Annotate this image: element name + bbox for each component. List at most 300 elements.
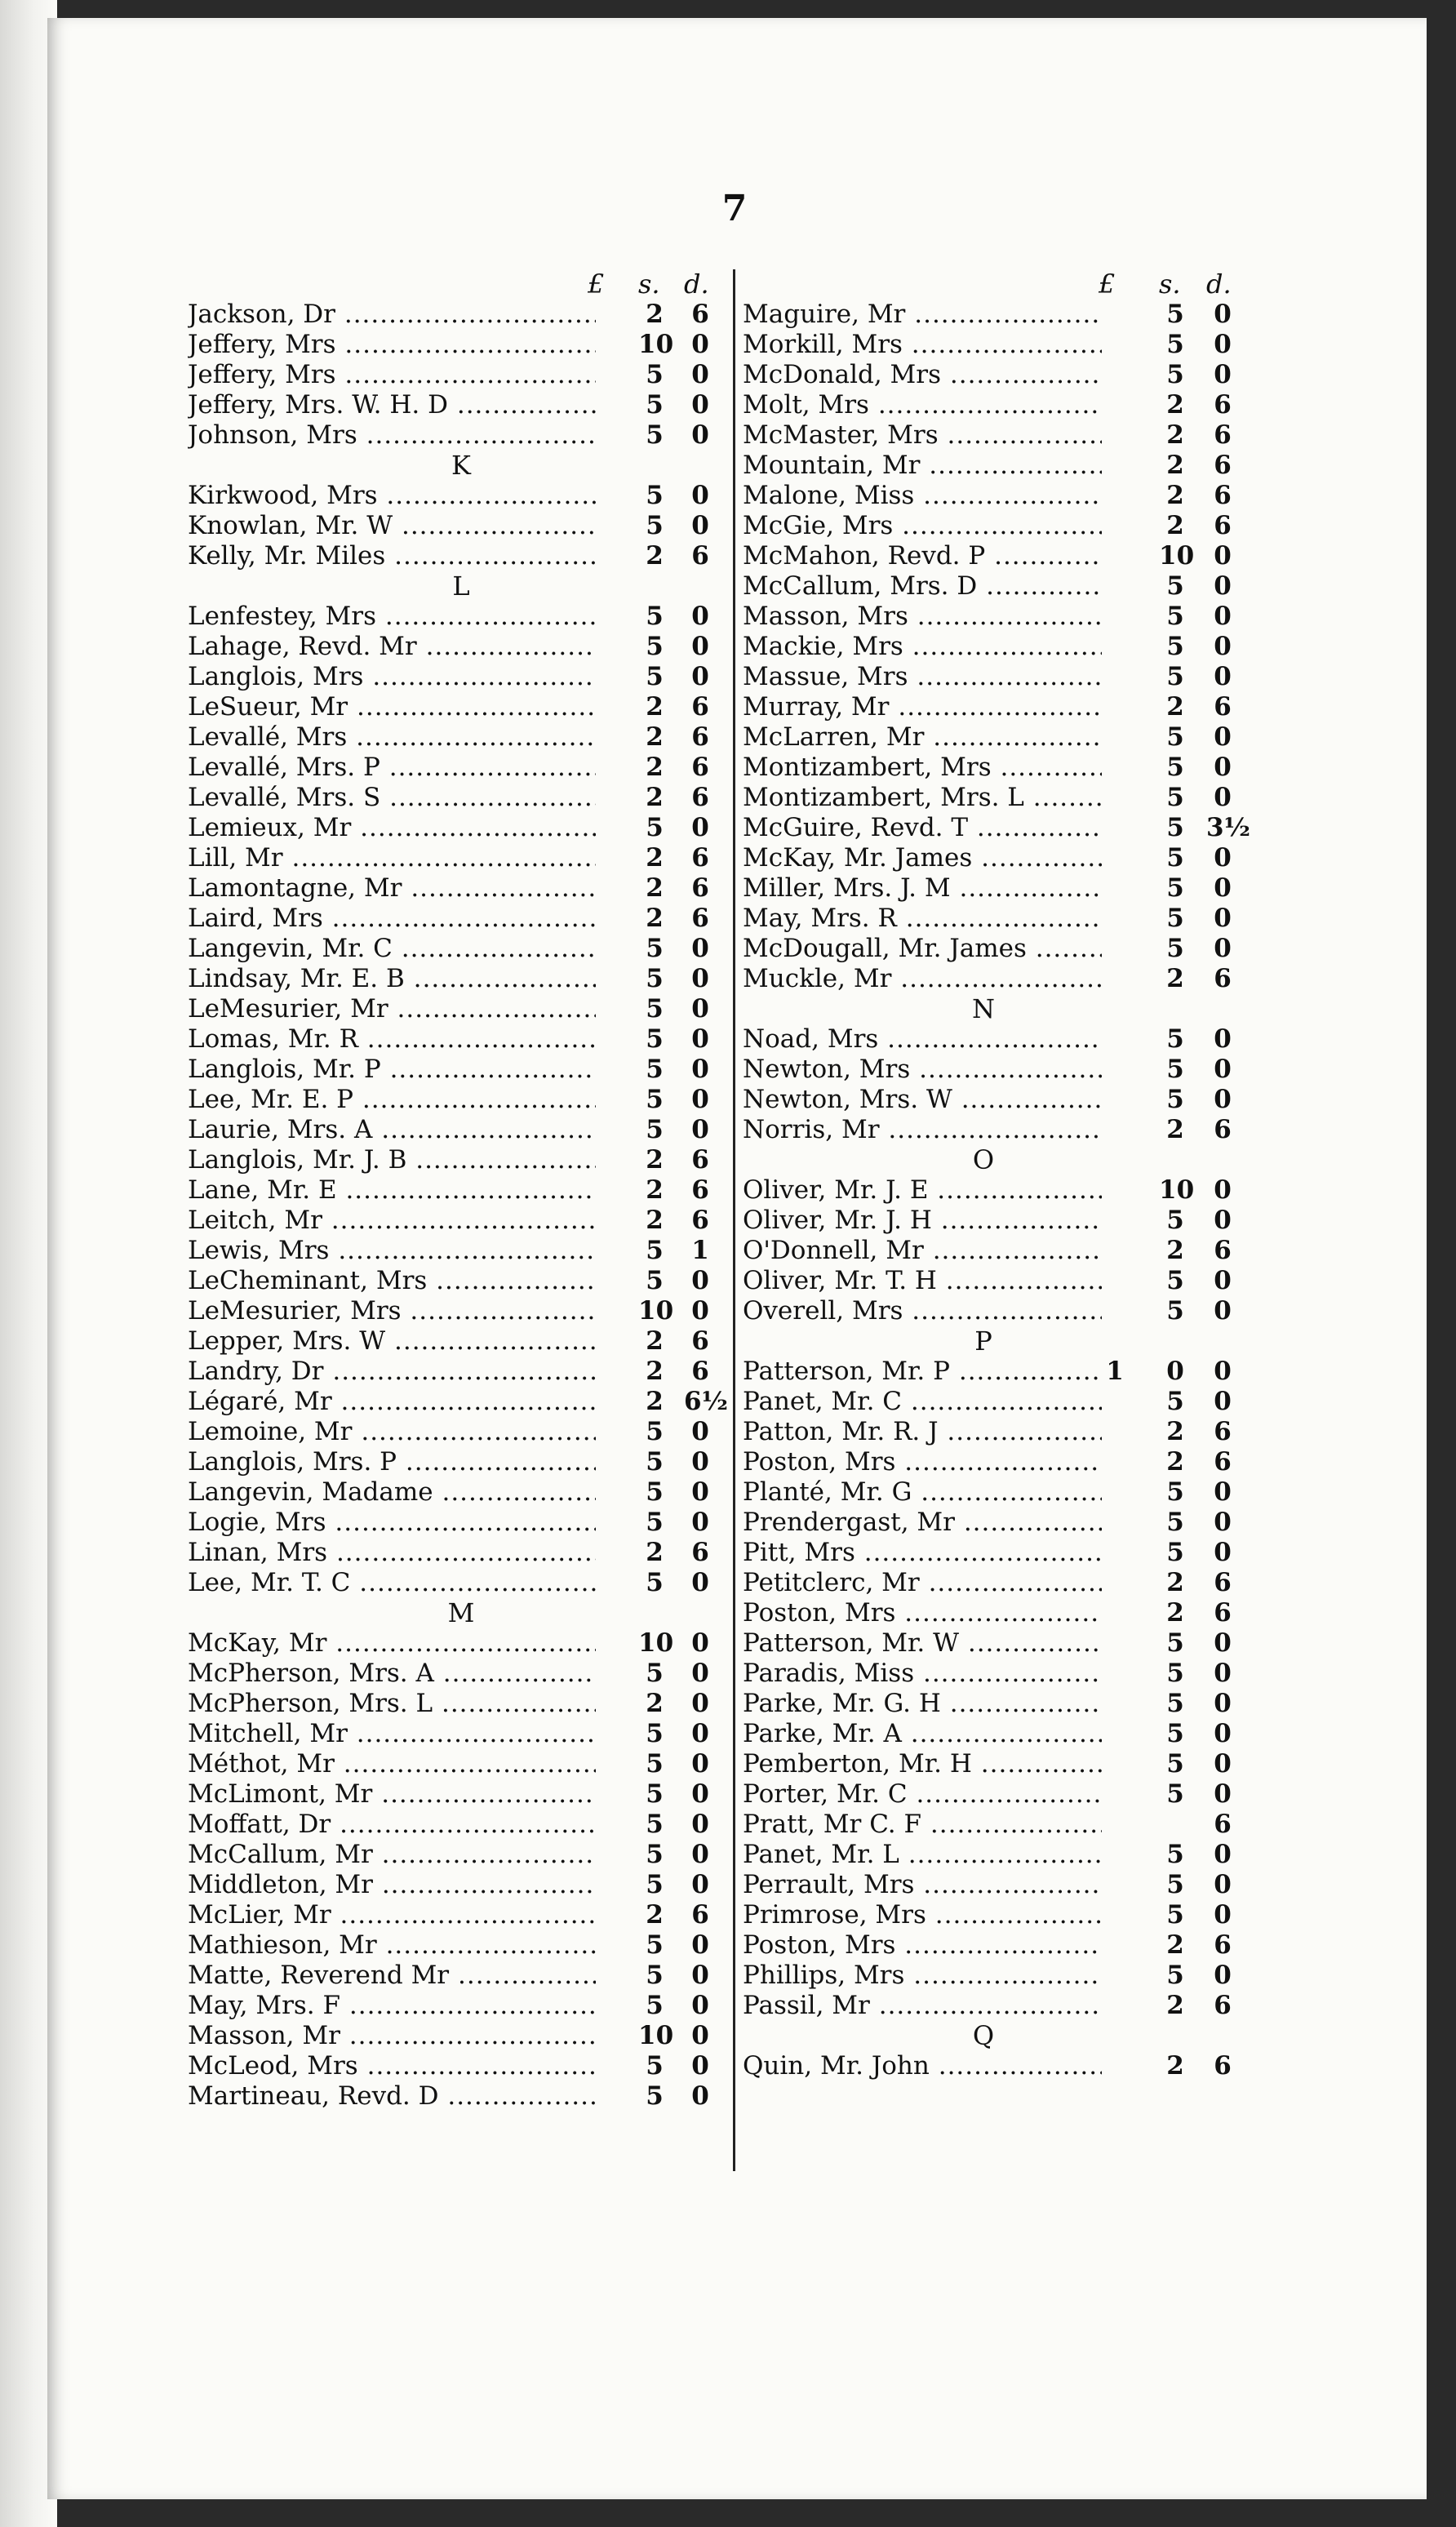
amount-pence: 0 [1214, 541, 1232, 571]
subscriber-name: Parke, Mr. A ..... [743, 1719, 1102, 1749]
amount-pence: 6 [1214, 692, 1232, 722]
amount-shillings: 5 [646, 813, 664, 842]
subscriber-name: LeSueur, Mr ..... [188, 692, 596, 722]
subscriber-name: Lemieux, Mr ..... [188, 813, 596, 843]
subscriber-row [743, 2051, 1232, 2081]
amount-shillings: 5 [646, 1930, 664, 1960]
amount-shillings: 5 [1166, 783, 1184, 812]
subscriber-row [743, 300, 1232, 330]
subscriber-row [743, 843, 1232, 873]
amount-shillings: 2 [646, 541, 664, 571]
amount-shillings: 2 [1166, 390, 1184, 420]
amount-shillings: 5 [1166, 1840, 1184, 1869]
subscriber-name: Lamontagne, Mr ..... [188, 873, 596, 904]
subscriber-name: Oliver, Mr. T. H ..... [743, 1266, 1102, 1296]
subscriber-name: Petitclerc, Mr ..... [743, 1568, 1102, 1598]
amount-pence: 1 [691, 1236, 709, 1265]
subscriber-row [743, 1357, 1232, 1387]
subscriber-row [743, 1236, 1232, 1266]
subscriber-row [188, 1991, 735, 2021]
amount-shillings: 2 [646, 843, 664, 873]
amount-pence: 0 [691, 1568, 709, 1597]
subscriber-row [743, 1266, 1232, 1296]
subscriber-row [188, 813, 735, 843]
subscriber-row [743, 1719, 1232, 1749]
amount-shillings: 5 [1166, 813, 1184, 842]
subscriber-name: Muckle, Mr ..... [743, 964, 1102, 994]
amount-shillings: 10 [1159, 1175, 1195, 1205]
subscriber-row [743, 1538, 1232, 1568]
amount-pence: 0 [691, 1961, 709, 1990]
subscriber-row [743, 360, 1232, 390]
subscriber-row [188, 1659, 735, 1689]
subscriber-name: Landry, Dr ..... [188, 1357, 596, 1387]
amount-shillings: 5 [646, 390, 664, 420]
amount-pence: 0 [1214, 1870, 1232, 1899]
amount-pence: 6 [1214, 1115, 1232, 1144]
amount-shillings: 5 [646, 1477, 664, 1507]
subscriber-name: Levallé, Mrs. P ..... [188, 753, 596, 783]
subscriber-row [188, 1175, 735, 1206]
amount-shillings: 2 [1166, 1447, 1184, 1477]
amount-pence: 6 [691, 1175, 709, 1205]
subscriber-row [743, 1055, 1232, 1085]
amount-shillings: 2 [646, 1206, 664, 1235]
amount-pence: 6½ [684, 1387, 728, 1416]
amount-shillings: 5 [646, 360, 664, 389]
subscriber-name: Légaré, Mr ..... [188, 1387, 596, 1417]
subscriber-name: McLarren, Mr ..... [743, 722, 1102, 753]
amount-shillings: 5 [646, 1568, 664, 1597]
subscriber-row [743, 481, 1232, 511]
subscriber-row [743, 1417, 1232, 1447]
subscriber-name: Johnson, Mrs ..... [188, 420, 596, 451]
amount-pence: 6 [691, 783, 709, 812]
amount-shillings: 5 [646, 662, 664, 691]
amount-shillings: 5 [1166, 1206, 1184, 1235]
section-letter: N [972, 993, 995, 1024]
subscriber-name: Lane, Mr. E ..... [188, 1175, 596, 1206]
subscriber-row [188, 964, 735, 994]
subscriber-name: Poston, Mrs ..... [743, 1598, 1102, 1628]
subscriber-name: Montizambert, Mrs. L ..... [743, 783, 1102, 813]
amount-shillings: 5 [1166, 1900, 1184, 1930]
shillings-header: s. [1159, 269, 1181, 300]
amount-shillings: 10 [638, 330, 674, 359]
amount-shillings: 2 [646, 692, 664, 722]
amount-pence: 0 [691, 1719, 709, 1748]
amount-shillings: 5 [646, 1115, 664, 1144]
subscriber-row [188, 2051, 735, 2081]
subscriber-name: Jeffery, Mrs ..... [188, 360, 596, 390]
subscriber-name: Newton, Mrs ..... [743, 1055, 1102, 1085]
subscriber-row [743, 451, 1232, 481]
amount-shillings: 2 [646, 1900, 664, 1930]
amount-pence: 0 [691, 1477, 709, 1507]
amount-shillings: 5 [1166, 662, 1184, 691]
amount-shillings: 2 [1166, 420, 1184, 450]
amount-shillings: 2 [1166, 511, 1184, 540]
subscriber-name: Norris, Mr ..... [743, 1115, 1102, 1145]
amount-pence: 0 [691, 2051, 709, 2081]
amount-shillings: 2 [646, 1689, 664, 1718]
amount-pence: 0 [691, 1266, 709, 1295]
amount-shillings: 5 [1166, 330, 1184, 359]
subscriber-row [743, 1175, 1232, 1206]
subscriber-row [188, 1206, 735, 1236]
amount-shillings: 10 [638, 1628, 674, 1658]
amount-pence: 0 [1214, 843, 1232, 873]
amount-shillings: 5 [1166, 1085, 1184, 1114]
amount-shillings: 5 [646, 1870, 664, 1899]
amount-shillings: 10 [638, 2021, 674, 2050]
subscriber-name: Levallé, Mrs ..... [188, 722, 596, 753]
subscriber-name: Masson, Mr ..... [188, 2021, 596, 2051]
subscriber-name: Massue, Mrs ..... [743, 662, 1102, 692]
subscriber-row [743, 1991, 1232, 2021]
subscriber-row [743, 692, 1232, 722]
subscriber-row [188, 1296, 735, 1326]
amount-pence: 0 [691, 481, 709, 510]
amount-shillings: 2 [1166, 1991, 1184, 2020]
subscriber-name: Passil, Mr ..... [743, 1991, 1102, 2021]
subscriber-name: LeMesurier, Mrs ..... [188, 1296, 596, 1326]
amount-shillings: 2 [646, 1357, 664, 1386]
amount-pence: 0 [691, 1508, 709, 1537]
amount-pence: 6 [691, 1206, 709, 1235]
amount-shillings: 5 [1166, 571, 1184, 601]
amount-pence: 6 [691, 300, 709, 329]
subscriber-row [743, 1296, 1232, 1326]
amount-pence: 6 [1214, 1236, 1232, 1265]
subscriber-row [188, 1326, 735, 1357]
amount-shillings: 2 [646, 300, 664, 329]
subscriber-name: Matte, Reverend Mr ..... [188, 1961, 596, 1991]
subscriber-name: Jackson, Dr ..... [188, 300, 596, 330]
subscriber-name: McCallum, Mr ..... [188, 1840, 596, 1870]
amount-pence: 0 [1214, 1357, 1232, 1386]
amount-shillings: 5 [646, 1508, 664, 1537]
subscriber-name: Lomas, Mr. R ..... [188, 1024, 596, 1055]
amount-shillings: 5 [646, 602, 664, 631]
pence-header: d. [684, 269, 709, 300]
section-letter: Q [972, 2020, 995, 2051]
amount-pence: 0 [691, 602, 709, 631]
amount-pence: 0 [691, 994, 709, 1024]
subscriber-name: Lenfestey, Mrs ..... [188, 602, 596, 632]
amount-shillings: 2 [1166, 1568, 1184, 1597]
subscriber-row [743, 1779, 1232, 1810]
subscriber-name: Panet, Mr. L ..... [743, 1840, 1102, 1870]
amount-shillings: 5 [1166, 1387, 1184, 1416]
amount-shillings: 5 [1166, 360, 1184, 389]
subscriber-name: Malone, Miss ..... [743, 481, 1102, 511]
amount-pence: 0 [1214, 360, 1232, 389]
amount-shillings: 2 [646, 783, 664, 812]
amount-shillings: 5 [1166, 602, 1184, 631]
section-letter: O [972, 1144, 995, 1175]
subscriber-row [188, 1417, 735, 1447]
subscriber-name: McPherson, Mrs. L ..... [188, 1689, 596, 1719]
subscriber-name: Oliver, Mr. J. E ..... [743, 1175, 1102, 1206]
subscriber-name: Lee, Mr. E. P ..... [188, 1085, 596, 1115]
amount-pence: 0 [691, 1749, 709, 1779]
amount-pence: 0 [1214, 1719, 1232, 1748]
amount-shillings: 2 [646, 1387, 664, 1416]
subscriber-name: Langlois, Mr. J. B ..... [188, 1145, 596, 1175]
amount-pence: 6 [1214, 390, 1232, 420]
subscriber-row [743, 1961, 1232, 1991]
amount-pence: 0 [691, 330, 709, 359]
amount-shillings: 2 [646, 1326, 664, 1356]
amount-pence: 0 [691, 2021, 709, 2050]
amount-pence: 0 [1214, 873, 1232, 903]
subscriber-name: Poston, Mrs ..... [743, 1447, 1102, 1477]
subscriber-name: May, Mrs. F ..... [188, 1991, 596, 2021]
subscriber-name: Langlois, Mr. P ..... [188, 1055, 596, 1085]
amount-shillings: 5 [646, 2081, 664, 2111]
subscriber-name: Lindsay, Mr. E. B ..... [188, 964, 596, 994]
pounds-header: £ [588, 269, 605, 300]
amount-pence: 0 [691, 632, 709, 661]
subscriber-name: McGuire, Revd. T ..... [743, 813, 1102, 843]
subscriber-row [743, 390, 1232, 420]
amount-pence: 0 [1214, 783, 1232, 812]
amount-pence: 0 [1214, 1296, 1232, 1326]
amount-pence: 6 [691, 1900, 709, 1930]
subscriber-name: Mathieson, Mr ..... [188, 1930, 596, 1961]
amount-shillings: 2 [646, 873, 664, 903]
subscriber-row [743, 330, 1232, 360]
subscriber-row [743, 1508, 1232, 1538]
subscriber-name: Patterson, Mr. P ..... [743, 1357, 1102, 1387]
subscriber-name: Mitchell, Mr ..... [188, 1719, 596, 1749]
amount-pence: 6 [691, 722, 709, 752]
subscriber-name: Porter, Mr. C ..... [743, 1779, 1102, 1810]
subscriber-row [743, 662, 1232, 692]
subscriber-row [743, 420, 1232, 451]
amount-shillings: 2 [1166, 1930, 1184, 1960]
subscriber-row [188, 1930, 735, 1961]
amount-pence: 0 [1214, 934, 1232, 963]
subscriber-row [188, 330, 735, 360]
section-letter: P [974, 1326, 992, 1357]
amount-shillings: 5 [1166, 1024, 1184, 1054]
subscriber-row [188, 753, 735, 783]
amount-shillings: 5 [646, 1266, 664, 1295]
amount-shillings: 5 [646, 1055, 664, 1084]
amount-pence: 0 [691, 813, 709, 842]
amount-pence: 0 [1214, 1961, 1232, 1990]
subscriber-name: Knowlan, Mr. W ..... [188, 511, 596, 541]
amount-pence: 0 [691, 1840, 709, 1869]
subscriber-name: Masson, Mrs ..... [743, 602, 1102, 632]
subscriber-name: May, Mrs. R ..... [743, 904, 1102, 934]
amount-pence: 0 [1214, 662, 1232, 691]
amount-pence: 0 [1214, 904, 1232, 933]
subscriber-name: Lee, Mr. T. C ..... [188, 1568, 596, 1598]
amount-shillings: 5 [1166, 632, 1184, 661]
amount-shillings: 2 [1166, 451, 1184, 480]
amount-shillings: 2 [1166, 1236, 1184, 1265]
subscriber-name: Miller, Mrs. J. M ..... [743, 873, 1102, 904]
amount-shillings: 5 [1166, 300, 1184, 329]
subscriber-name: Mackie, Mrs ..... [743, 632, 1102, 662]
amount-shillings: 5 [1166, 873, 1184, 903]
amount-shillings: 2 [1166, 964, 1184, 993]
subscriber-row [188, 994, 735, 1024]
subscriber-row [188, 1024, 735, 1055]
amount-shillings: 10 [1159, 541, 1195, 571]
subscriber-row [743, 904, 1232, 934]
amount-shillings: 5 [646, 1024, 664, 1054]
amount-pence: 0 [1214, 1538, 1232, 1567]
subscriber-name: Lepper, Mrs. W ..... [188, 1326, 596, 1357]
subscriber-name: Kelly, Mr. Miles ..... [188, 541, 596, 571]
shillings-header: s. [638, 269, 660, 300]
subscriber-row [188, 300, 735, 330]
amount-shillings: 5 [646, 1447, 664, 1477]
amount-shillings: 2 [1166, 1598, 1184, 1628]
subscriber-row [743, 602, 1232, 632]
subscriber-name: Pemberton, Mr. H ..... [743, 1749, 1102, 1779]
subscriber-row [188, 1145, 735, 1175]
amount-pence: 0 [1214, 1024, 1232, 1054]
subscriber-name: McKay, Mr. James ..... [743, 843, 1102, 873]
amount-shillings: 5 [1166, 1719, 1184, 1748]
subscriber-row [743, 1689, 1232, 1719]
subscriber-row [188, 602, 735, 632]
amount-shillings: 2 [1166, 2051, 1184, 2081]
subscriber-row [188, 1961, 735, 1991]
amount-pence: 0 [1214, 571, 1232, 601]
subscriber-name: Lill, Mr ..... [188, 843, 596, 873]
subscriber-name: Murray, Mr ..... [743, 692, 1102, 722]
amount-shillings: 5 [646, 1085, 664, 1114]
subscriber-row [188, 1477, 735, 1508]
amount-pence: 6 [1214, 2051, 1232, 2081]
amount-pence: 0 [691, 1417, 709, 1446]
subscriber-row [188, 1538, 735, 1568]
subscriber-row [188, 1900, 735, 1930]
amount-shillings: 5 [646, 1749, 664, 1779]
amount-shillings: 5 [646, 1659, 664, 1688]
amount-pence: 0 [691, 1055, 709, 1084]
amount-shillings: 5 [646, 994, 664, 1024]
amount-shillings: 2 [646, 1175, 664, 1205]
subscriber-row [743, 753, 1232, 783]
amount-pence: 6 [691, 1357, 709, 1386]
amount-pence: 6 [1214, 1810, 1232, 1839]
amount-pence: 0 [691, 964, 709, 993]
amount-pence: 6 [691, 1538, 709, 1567]
subscriber-row [188, 1115, 735, 1145]
amount-shillings: 5 [1166, 722, 1184, 752]
subscriber-row [188, 420, 735, 451]
subscriber-name: Prendergast, Mr ..... [743, 1508, 1102, 1538]
subscriber-name: Langevin, Mr. C ..... [188, 934, 596, 964]
amount-pence: 0 [1214, 1840, 1232, 1869]
amount-shillings: 5 [1166, 904, 1184, 933]
subscriber-row [743, 1840, 1232, 1870]
amount-pence: 6 [691, 843, 709, 873]
amount-pence: 6 [691, 541, 709, 571]
amount-pence: 0 [1214, 1175, 1232, 1205]
subscriber-name: Moffatt, Dr ..... [188, 1810, 596, 1840]
amount-shillings: 5 [1166, 1749, 1184, 1779]
amount-pence: 0 [1214, 1508, 1232, 1537]
left-column-header [188, 269, 735, 300]
subscriber-row [743, 541, 1232, 571]
subscriber-row [188, 1387, 735, 1417]
amount-pence: 0 [691, 1024, 709, 1054]
amount-pence: 0 [691, 1991, 709, 2020]
subscriber-row [188, 1055, 735, 1085]
amount-shillings: 2 [1166, 1115, 1184, 1144]
amount-pence: 0 [1214, 1266, 1232, 1295]
amount-pence: 0 [691, 1296, 709, 1326]
amount-pence: 0 [691, 1810, 709, 1839]
amount-pence: 6 [691, 873, 709, 903]
amount-shillings: 5 [1166, 1961, 1184, 1990]
amount-pence: 0 [691, 360, 709, 389]
amount-shillings: 2 [1166, 481, 1184, 510]
subscriber-row [743, 783, 1232, 813]
subscriber-name: Jeffery, Mrs. W. H. D ..... [188, 390, 596, 420]
subscriber-name: Panet, Mr. C ..... [743, 1387, 1102, 1417]
subscriber-name: Mountain, Mr ..... [743, 451, 1102, 481]
subscriber-name: LeMesurier, Mr ..... [188, 994, 596, 1024]
amount-shillings: 2 [1166, 1417, 1184, 1446]
amount-pence: 0 [691, 1659, 709, 1688]
amount-pence: 0 [691, 1085, 709, 1114]
subscriber-row [188, 541, 735, 571]
subscriber-row [743, 632, 1232, 662]
amount-shillings: 5 [646, 964, 664, 993]
subscriber-row [743, 511, 1232, 541]
subscriber-name: McGie, Mrs ..... [743, 511, 1102, 541]
subscriber-row [188, 1810, 735, 1840]
subscriber-row [188, 1568, 735, 1598]
amount-shillings: 5 [646, 511, 664, 540]
amount-shillings: 2 [646, 1145, 664, 1175]
subscriber-row [743, 813, 1250, 843]
subscriber-name: Middleton, Mr ..... [188, 1870, 596, 1900]
subscriber-row [188, 481, 735, 511]
amount-shillings: 2 [646, 722, 664, 752]
subscriber-name: Poston, Mrs ..... [743, 1930, 1102, 1961]
subscriber-row [743, 1447, 1232, 1477]
subscriber-row [743, 1659, 1232, 1689]
subscriber-row [743, 1900, 1232, 1930]
subscriber-name: Planté, Mr. G ..... [743, 1477, 1102, 1508]
subscriber-name: Pitt, Mrs ..... [743, 1538, 1102, 1568]
amount-shillings: 10 [638, 1296, 674, 1326]
amount-pence: 6 [1214, 1447, 1232, 1477]
subscriber-name: Morkill, Mrs ..... [743, 330, 1102, 360]
subscriber-name: Leitch, Mr ..... [188, 1206, 596, 1236]
subscriber-name: McMahon, Revd. P ..... [743, 541, 1102, 571]
subscriber-row [188, 1749, 735, 1779]
subscriber-row [188, 1628, 735, 1659]
subscriber-row [743, 1810, 1232, 1840]
subscriber-name: Logie, Mrs ..... [188, 1508, 596, 1538]
subscriber-row [743, 1870, 1232, 1900]
amount-shillings: 2 [1166, 692, 1184, 722]
subscriber-row [743, 934, 1232, 964]
subscriber-row [743, 1206, 1232, 1236]
amount-shillings: 5 [1166, 1508, 1184, 1537]
